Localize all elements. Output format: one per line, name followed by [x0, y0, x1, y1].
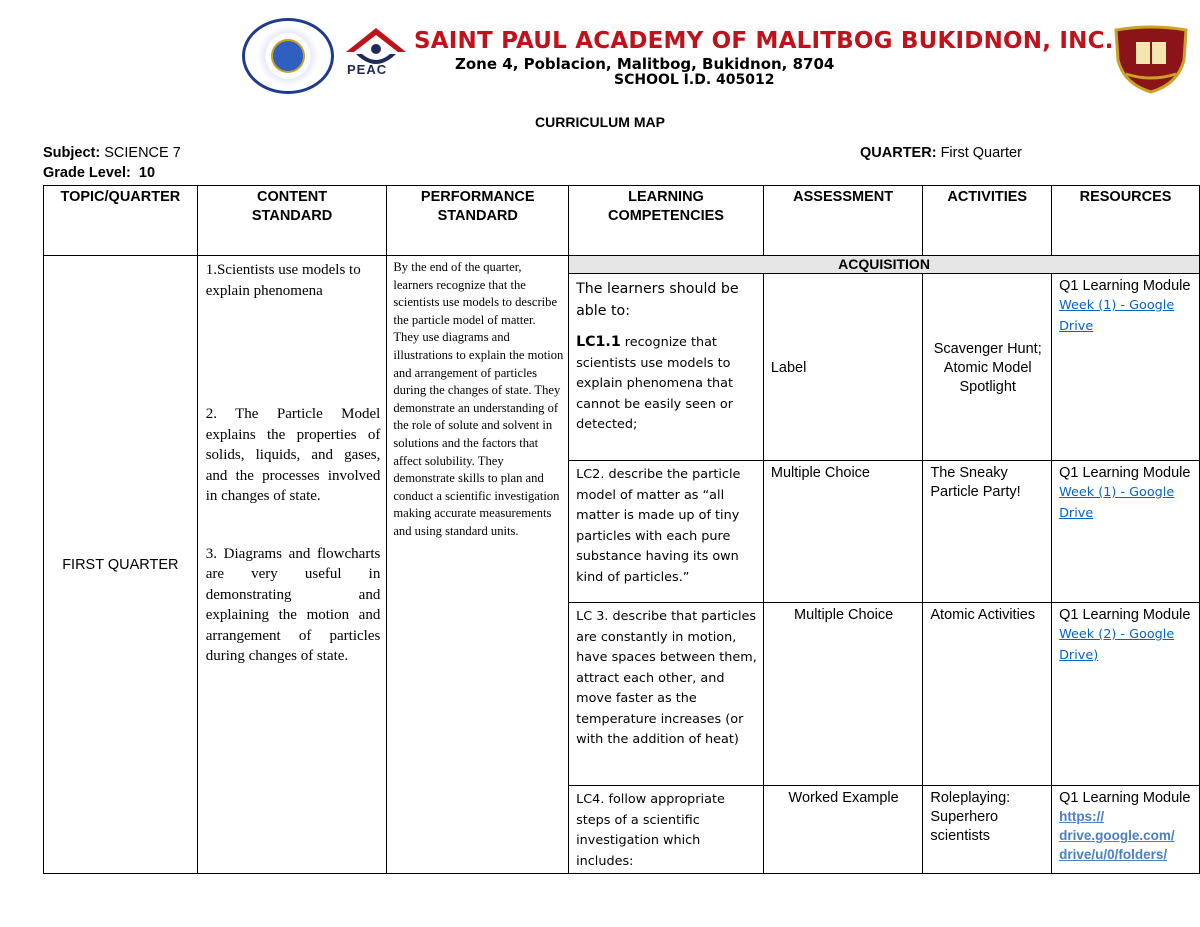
acquisition-row	[44, 256, 1200, 274]
header-row	[44, 186, 1200, 256]
competency-cell	[569, 786, 764, 874]
activity-cell: The Sneaky Particle Party!	[923, 461, 1052, 603]
resource-text: Q1 Learning Module	[1059, 278, 1191, 294]
competency-cell	[569, 274, 764, 461]
resource-text: Q1 Learning Module	[1059, 790, 1191, 806]
competency-code: LC 3.	[576, 609, 609, 624]
col-header-resources: RESOURCES	[1052, 186, 1200, 256]
curriculum-map-table	[43, 185, 1200, 874]
acquisition-label: ACQUISITION	[569, 256, 1200, 274]
resource-text: Q1 Learning Module	[1059, 465, 1191, 481]
competency-intro: The learners should be able to:	[576, 281, 739, 319]
resource-link[interactable]: Week (2) - Google Drive)	[1059, 627, 1175, 663]
subject-line: Subject: SCIENCE 7	[43, 145, 181, 161]
resource-text: Q1 Learning Module	[1059, 607, 1191, 623]
content-standard-cell	[197, 256, 387, 874]
school-id: SCHOOL I.D. 405012	[614, 72, 775, 88]
col-header-activities: ACTIVITIES	[923, 186, 1052, 256]
assessment-cell: Worked Example	[763, 786, 923, 874]
col-header-performance-standard: PERFORMANCE STANDARD	[387, 186, 569, 256]
competency-code: LC4.	[576, 792, 605, 807]
competency-text: describe that particles are constantly in motion, have spaces between them, attract each other, and move faster as the temperature increases (or with the addition of heat)	[576, 609, 757, 747]
content-standard-item: 2. The Particle Model explains the properties of solids, liquids, and gases, and the processes involved in changes of state.	[205, 406, 381, 504]
grade-value: 10	[138, 165, 156, 181]
competency-code: LC2.	[576, 467, 605, 482]
col-header-learning-competencies: LEARNING COMPETENCIES	[569, 186, 764, 256]
col-header-topic: TOPIC/QUARTER	[44, 186, 198, 256]
assessment-cell: Label	[763, 274, 923, 461]
school-name: SAINT PAUL ACADEMY OF MALITBOG BUKIDNON, INC.	[414, 28, 1114, 54]
col-header-assessment: ASSESSMENT	[763, 186, 923, 256]
quarter-line: QUARTER: First Quarter	[860, 145, 1022, 161]
school-address: Zone 4, Poblacion, Malitbog, Bukidnon, 8704	[455, 55, 835, 73]
grade-line: Grade Level: 10	[43, 165, 156, 181]
resource-url[interactable]: https:// drive.google.com/ drive/u/0/folders/	[1059, 809, 1175, 862]
deped-seal-logo	[242, 18, 334, 94]
resource-cell	[1052, 461, 1200, 603]
activity-cell: Atomic Activities	[923, 603, 1052, 786]
resource-link[interactable]: Week (1) - Google Drive	[1059, 485, 1175, 521]
resource-cell	[1052, 274, 1200, 461]
competency-text: follow appropriate steps of a scientific investigation which includes:	[576, 792, 725, 869]
competency-cell	[569, 461, 764, 603]
topic-quarter-cell: FIRST QUARTER	[44, 256, 198, 874]
resource-cell	[1052, 603, 1200, 786]
activity-cell: Scavenger Hunt; Atomic Model Spotlight	[923, 274, 1052, 461]
competency-cell	[569, 603, 764, 786]
document-title: CURRICULUM MAP	[535, 114, 665, 130]
content-standard-item: 3. Diagrams and flowcharts are very useful in demonstrating and explaining the motion and arrangement of particles during changes of state.	[205, 545, 381, 664]
activity-cell: Roleplaying: Superhero scientists	[923, 786, 1052, 874]
content-standard-item: 1.Scientists use models to explain phenomena	[205, 262, 361, 299]
competency-text: recognize that scientists use models to explain phenomena that cannot be easily seen or detected;	[576, 335, 734, 432]
peac-label: PEAC	[347, 62, 388, 77]
assessment-cell: Multiple Choice	[763, 461, 923, 603]
competency-code: LC1.1	[576, 334, 621, 350]
performance-standard-cell: By the end of the quarter, learners recognize that the scientists use models to describe the particle model of matter. They use diagrams and illustrations to explain the motion and arrangement of particles during the changes of state. They demonstrate an understanding of the role of solute and solvent in solutions and the factors that affect solubility. They demonstrate skills to plan and conduct a scientific investigation making accurate measurements and using standard units.	[387, 256, 569, 874]
resource-cell	[1052, 786, 1200, 874]
quarter-value: First Quarter	[940, 145, 1022, 161]
subject-value: SCIENCE 7	[104, 145, 181, 161]
assessment-cell: Multiple Choice	[763, 603, 923, 786]
school-shield-logo	[1112, 24, 1190, 94]
competency-text: describe the particle model of matter as “all matter is made up of tiny particles with each pure substance having its own kind of particles.”	[576, 467, 741, 585]
col-header-content-standard: CONTENT STANDARD	[197, 186, 387, 256]
resource-link[interactable]: Week (1) - Google Drive	[1059, 298, 1175, 334]
